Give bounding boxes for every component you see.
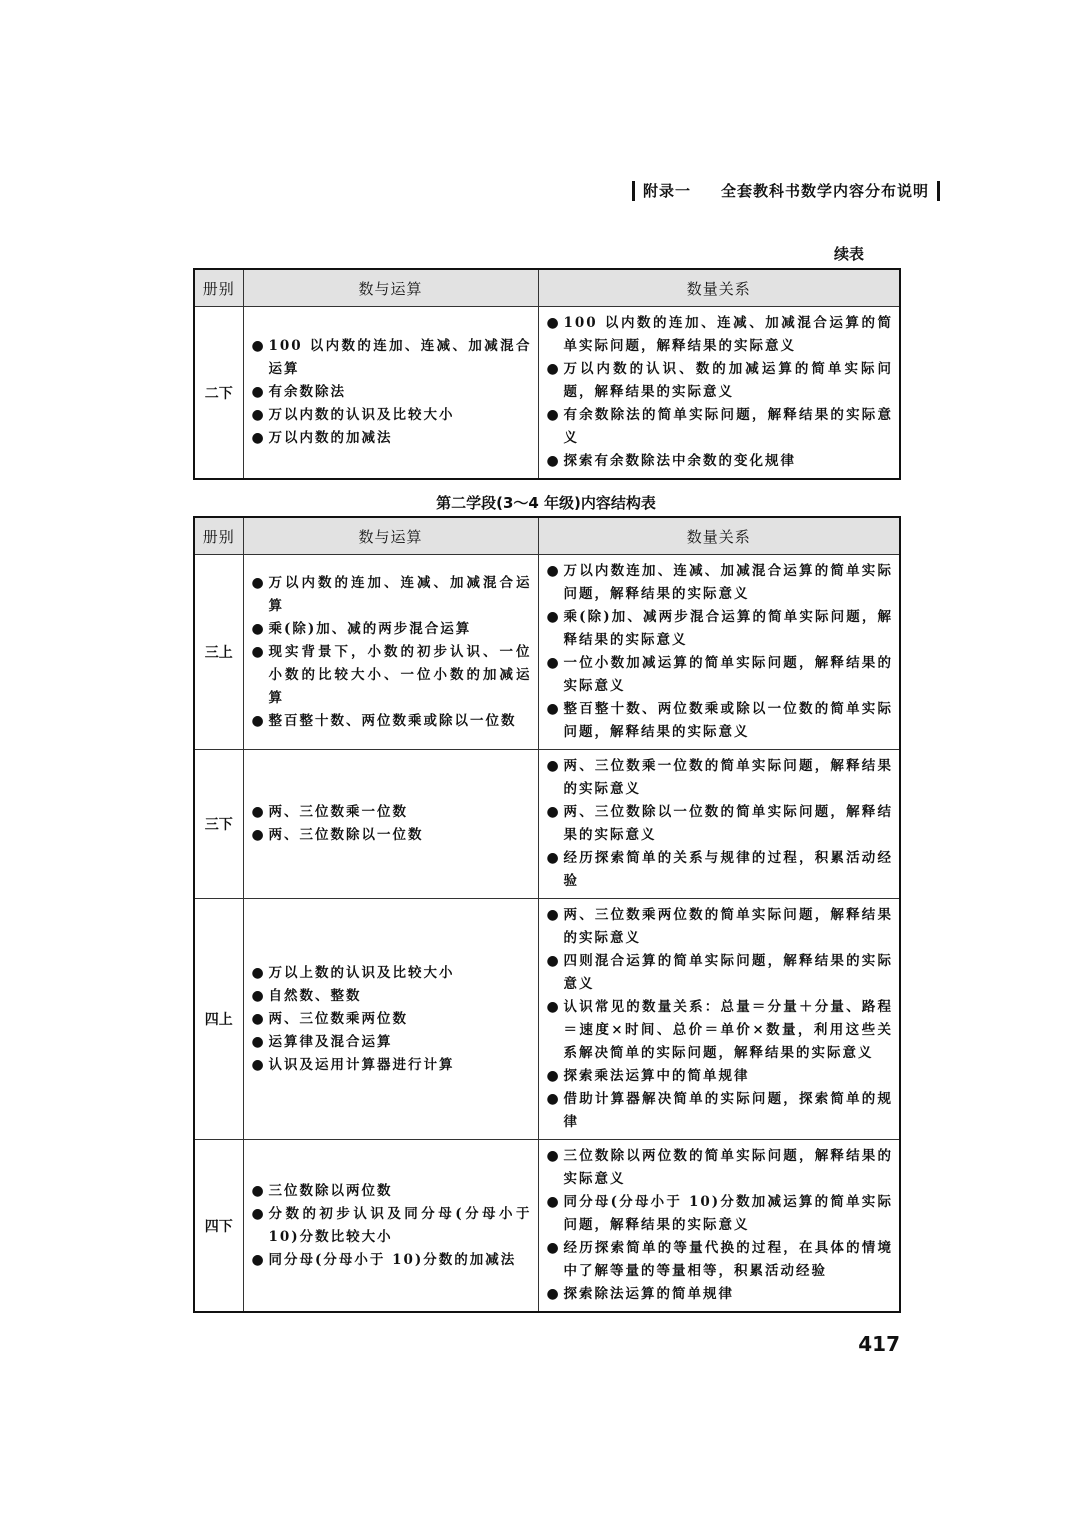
table-row [194,1140,900,1313]
grade-cell: 三上 [194,555,243,750]
header-bar-left [632,181,635,201]
page-number: 417 [858,1332,900,1356]
column-header-numbers: 数与运算 [243,269,538,307]
numbers-cell [243,1140,538,1313]
relations-cell [538,899,900,1140]
list-item: ● 100 以内数的连加、连减、加减混合运算 [252,335,532,381]
table-row [194,555,900,750]
list-item: ● 两、三位数乘两位数的简单实际问题，解释结果的实际意义 [547,904,894,950]
column-header-relations: 数量关系 [538,517,900,555]
continuation-label: 续表 [833,245,864,263]
grade-cell: 三下 [194,750,243,899]
list-item: ● 四则混合运算的简单实际问题，解释结果的实际意义 [547,950,894,996]
numbers-cell [243,750,538,899]
section-title: 第二学段(3～4 年级)内容结构表 [436,494,656,512]
list-item: ● 经历探索简单的等量代换的过程，在具体的情境中了解等量的等量相等，积累活动经验 [547,1237,894,1283]
content-table-stage2 [193,516,901,1313]
relations-cell [538,555,900,750]
list-item: ● 借助计算器解决简单的实际问题，探索简单的规律 [547,1088,894,1134]
list-item: ● 现实背景下，小数的初步认识、一位小数的比较大小、一位小数的加减运算 [252,641,532,710]
list-item: ● 三位数除以两位数 [252,1180,532,1203]
list-item: ● 运算律及混合运算 [252,1031,532,1054]
list-item: ● 两、三位数乘一位数的简单实际问题，解释结果的实际意义 [547,755,894,801]
relations-cell [538,307,900,480]
list-item: ● 同分母(分母小于 10)分数加减运算的简单实际问题，解释结果的实际意义 [547,1191,894,1237]
list-item: ● 探索除法运算的简单规律 [547,1283,894,1306]
list-item: ● 三位数除以两位数的简单实际问题，解释结果的实际意义 [547,1145,894,1191]
list-item: ● 整百整十数、两位数乘或除以一位数的简单实际问题，解释结果的实际意义 [547,698,894,744]
list-item: ● 认识常见的数量关系：总量＝分量＋分量、路程＝速度×时间、总价＝单价×数量，利用这些关系解决简单的实际问题，解释结果的实际意义 [547,996,894,1065]
table-row [194,750,900,899]
list-item: ● 乘(除)加、减两步混合运算的简单实际问题，解释结果的实际意义 [547,606,894,652]
numbers-cell [243,307,538,480]
list-item: ● 有余数除法 [252,381,532,404]
list-item: ● 100 以内数的连加、连减、加减混合运算的简单实际问题，解释结果的实际意义 [547,312,894,358]
list-item: ● 万以上数的认识及比较大小 [252,962,532,985]
running-header [632,180,940,201]
column-header-grade: 册别 [194,269,243,307]
list-item: ● 万以内数的认识及比较大小 [252,404,532,427]
grade-cell: 二下 [194,307,243,480]
content-table-stage1-continued [193,268,901,480]
relations-cell [538,750,900,899]
list-item: ● 两、三位数除以一位数 [252,824,532,847]
list-item: ● 两、三位数除以一位数的简单实际问题，解释结果的实际意义 [547,801,894,847]
list-item: ● 一位小数加减运算的简单实际问题，解释结果的实际意义 [547,652,894,698]
header-title: 全套教科书数学内容分布说明 [720,182,929,200]
list-item: ● 同分母(分母小于 10)分数的加减法 [252,1249,532,1272]
table-row [194,899,900,1140]
list-item: ● 分数的初步认识及同分母(分母小于 10)分数比较大小 [252,1203,532,1249]
header-bar-right [937,181,940,201]
list-item: ● 认识及运用计算器进行计算 [252,1054,532,1077]
list-item: ● 探索有余数除法中余数的变化规律 [547,450,894,473]
list-item: ● 整百整十数、两位数乘或除以一位数 [252,710,532,733]
grade-cell: 四上 [194,899,243,1140]
list-item: ● 万以内数的认识、数的加减运算的简单实际问题，解释结果的实际意义 [547,358,894,404]
grade-cell: 四下 [194,1140,243,1313]
list-item: ● 有余数除法的简单实际问题，解释结果的实际意义 [547,404,894,450]
list-item: ● 万以内数连加、连减、加减混合运算的简单实际问题，解释结果的实际意义 [547,560,894,606]
column-header-grade: 册别 [194,517,243,555]
numbers-cell [243,899,538,1140]
list-item: ● 两、三位数乘一位数 [252,801,532,824]
list-item: ● 探索乘法运算中的简单规律 [547,1065,894,1088]
relations-cell [538,1140,900,1313]
list-item: ● 乘(除)加、减的两步混合运算 [252,618,532,641]
column-header-relations: 数量关系 [538,269,900,307]
list-item: ● 自然数、整数 [252,985,532,1008]
list-item: ● 万以内数的加减法 [252,427,532,450]
column-header-numbers: 数与运算 [243,517,538,555]
table-row [194,307,900,480]
list-item: ● 两、三位数乘两位数 [252,1008,532,1031]
header-section: 附录一 [642,182,691,200]
numbers-cell [243,555,538,750]
list-item: ● 经历探索简单的关系与规律的过程，积累活动经验 [547,847,894,893]
list-item: ● 万以内数的连加、连减、加减混合运算 [252,572,532,618]
